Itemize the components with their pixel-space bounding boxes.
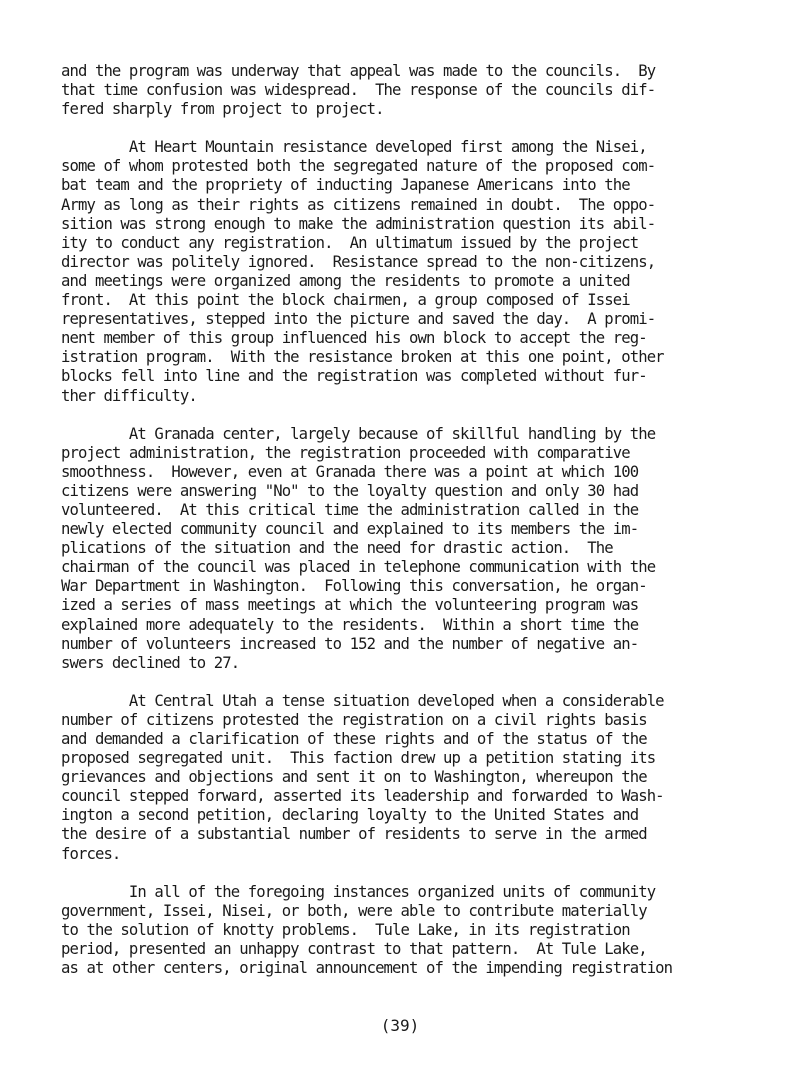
text-line: istration program. With the resistance broken at this one point, other <box>61 348 664 367</box>
text-line: At Heart Mountain resistance developed first among the Nisei, <box>61 138 647 157</box>
text-line: ized a series of mass meetings at which the volunteering program was <box>61 596 639 615</box>
text-line: smoothness. However, even at Granada there was a point at which 100 <box>61 462 639 481</box>
text-line: blocks fell into line and the registration was completed without fur- <box>61 367 647 386</box>
text-line: as at other centers, original announcement of the impending registration <box>61 959 673 978</box>
text-line: some of whom protested both the segregated nature of the proposed com- <box>61 157 656 176</box>
paragraph-granada <box>61 425 751 673</box>
text-line: nent member of this group influenced his own block to accept the reg- <box>61 329 647 348</box>
text-line: Army as long as their rights as citizens remained in doubt. The oppo- <box>61 195 656 214</box>
document-body <box>61 62 751 997</box>
text-line: project administration, the registration proceeded with comparative <box>61 443 630 462</box>
text-line: explained more adequately to the residents. Within a short time the <box>61 615 639 634</box>
text-line: volunteered. At this critical time the administration called in the <box>61 500 639 519</box>
text-line: newly elected community council and explained to its members the im- <box>61 520 639 539</box>
text-line: forces. <box>61 844 121 863</box>
text-line: and the program was underway that appeal was made to the councils. By <box>61 62 656 80</box>
text-line: At Granada center, largely because of skillful handling by the <box>61 424 656 443</box>
text-line: director was politely ignored. Resistance spread to the non-citizens, <box>61 252 656 271</box>
text-line: front. At this point the block chairmen, a group composed of Issei <box>61 291 630 310</box>
text-line: War Department in Washington. Following this conversation, he organ- <box>61 577 647 596</box>
text-line: chairman of the council was placed in telephone communication with the <box>61 558 656 577</box>
text-line: fered sharply from project to project. <box>61 100 384 119</box>
text-line: ity to conduct any registration. An ultimatum issued by the project <box>61 233 639 252</box>
page-number: (39) <box>380 1016 420 1035</box>
paragraph-heart-mountain <box>61 138 751 405</box>
text-line: proposed segregated unit. This faction drew up a petition stating its <box>61 749 656 768</box>
text-line: ther difficulty. <box>61 386 197 405</box>
text-line: ington a second petition, declaring loyalty to the United States and <box>61 806 639 825</box>
text-line: At Central Utah a tense situation developed when a considerable <box>61 691 664 710</box>
text-line: and meetings were organized among the residents to promote a united <box>61 271 630 290</box>
paragraph-intro <box>61 62 751 119</box>
text-line: plications of the situation and the need for drastic action. The <box>61 539 613 558</box>
text-line: period, presented an unhappy contrast to that pattern. At Tule Lake, <box>61 939 647 958</box>
paragraph-central-utah <box>61 692 751 864</box>
text-line: representatives, stepped into the picture and saved the day. A promi- <box>61 310 656 329</box>
text-line: the desire of a substantial number of residents to serve in the armed <box>61 825 647 844</box>
text-line: In all of the foregoing instances organized units of community <box>61 882 656 901</box>
paragraph-tule-lake <box>61 883 751 978</box>
text-line: grievances and objections and sent it on to Washington, whereupon the <box>61 768 647 787</box>
text-line: bat team and the propriety of inducting Japanese Americans into the <box>61 176 630 195</box>
text-line: sition was strong enough to make the administration question its abil- <box>61 214 656 233</box>
text-line: to the solution of knotty problems. Tule Lake, in its registration <box>61 920 630 939</box>
text-line: number of volunteers increased to 152 and the number of negative an- <box>61 634 639 653</box>
text-line: number of citizens protested the registration on a civil rights basis <box>61 710 647 729</box>
text-line: citizens were answering "No" to the loyalty question and only 30 had <box>61 481 639 500</box>
text-line: and demanded a clarification of these rights and of the status of the <box>61 730 647 748</box>
text-line: swers declined to 27. <box>61 653 240 672</box>
text-line: council stepped forward, asserted its leadership and forwarded to Wash- <box>61 787 664 806</box>
text-line: that time confusion was widespread. The response of the councils dif- <box>61 81 656 100</box>
text-line: government, Issei, Nisei, or both, were able to contribute materially <box>61 901 647 920</box>
